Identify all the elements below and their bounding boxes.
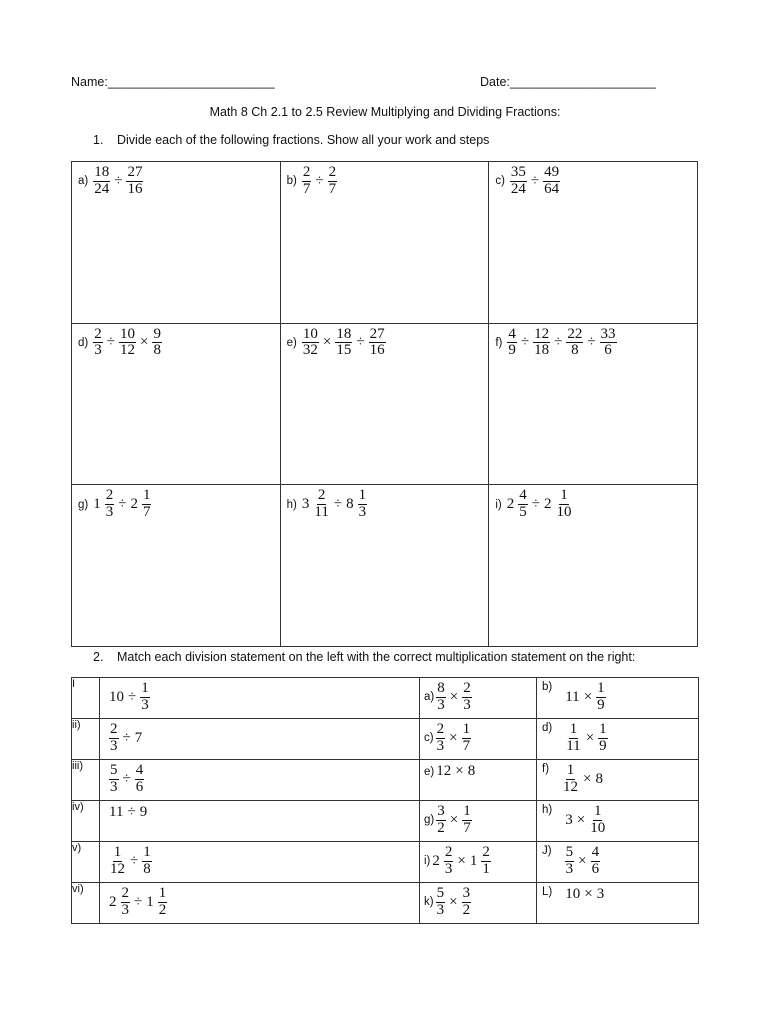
- numerator: 18: [336, 325, 352, 342]
- fraction-expression: [92, 165, 144, 198]
- denominator: 64: [544, 180, 560, 197]
- multiplication-option[interactable]: [537, 678, 699, 719]
- work-cell[interactable]: [489, 162, 698, 324]
- fraction: [599, 327, 618, 360]
- operator: ×: [455, 763, 464, 779]
- operator: ÷: [114, 172, 123, 189]
- fraction-expression: [561, 763, 604, 796]
- numerator: 22: [567, 325, 583, 342]
- numerator: 27: [127, 164, 143, 180]
- numerator: 2: [482, 844, 490, 860]
- table-row: [72, 883, 699, 924]
- denominator: 7: [302, 180, 311, 197]
- operator: ÷: [531, 496, 540, 513]
- division-statement: [100, 801, 420, 842]
- multiplication-option[interactable]: [420, 842, 537, 883]
- whole-number: 2: [432, 852, 440, 869]
- denominator: 3: [463, 696, 471, 713]
- question-2-instruction: Match each division statement on the left with the correct multiplication statement on the right:: [117, 650, 636, 664]
- numerator: 1: [158, 885, 167, 901]
- fraction: [368, 327, 387, 360]
- denominator: 32: [302, 342, 318, 359]
- option-label: h): [542, 804, 553, 816]
- name-field[interactable]: Name:________________________: [71, 75, 275, 89]
- numerator: 1: [463, 803, 471, 819]
- denominator: 2: [462, 901, 471, 918]
- fraction: [141, 488, 153, 521]
- left-label: iii): [72, 760, 100, 801]
- fraction-expression: [92, 488, 152, 521]
- fraction: [590, 845, 602, 878]
- operator: ×: [584, 886, 593, 902]
- denominator: 3: [94, 342, 102, 359]
- fraction: [461, 681, 473, 714]
- operator: ÷: [520, 334, 530, 351]
- multiplication-option[interactable]: [537, 842, 699, 883]
- denominator: 16: [127, 180, 143, 197]
- operator: ×: [583, 688, 593, 705]
- whole-number: 7: [134, 729, 143, 746]
- operator: ×: [139, 334, 149, 351]
- numerator: 1: [560, 487, 568, 504]
- numerator: 33: [600, 325, 616, 342]
- fraction: [597, 722, 609, 755]
- question-2-number: 2.: [93, 650, 104, 664]
- fraction: [134, 763, 146, 796]
- numerator: 1: [597, 680, 605, 696]
- fraction: [108, 763, 120, 796]
- date-field[interactable]: Date:_____________________: [480, 75, 656, 89]
- fraction: [517, 488, 529, 521]
- whole-number: 10: [565, 886, 581, 902]
- operator: ÷: [134, 893, 143, 910]
- numerator: 1: [569, 721, 578, 737]
- denominator: 3: [141, 696, 149, 713]
- fraction: [435, 722, 447, 755]
- problem-label: a): [78, 175, 89, 188]
- fraction: [108, 845, 127, 878]
- work-cell[interactable]: [72, 162, 281, 324]
- numerator: 27: [369, 325, 385, 342]
- denominator: 3: [110, 737, 118, 754]
- option-label: f): [542, 763, 550, 775]
- numerator: 1: [462, 721, 471, 737]
- fraction-expression: [509, 165, 561, 198]
- denominator: 8: [153, 342, 161, 359]
- denominator: 2: [437, 819, 445, 836]
- fraction-expression: [301, 327, 387, 360]
- fraction-expression: [564, 722, 608, 755]
- work-cell[interactable]: [72, 485, 281, 647]
- table-row: [72, 842, 699, 883]
- whole-number: 9: [139, 804, 148, 821]
- whole-number: 11: [565, 688, 580, 705]
- question-1-instruction: Divide each of the following fractions. Show all your work and steps: [117, 133, 490, 147]
- operator: ÷: [587, 334, 596, 351]
- fraction-expression: [435, 681, 472, 714]
- fraction: [461, 804, 473, 837]
- fraction: [301, 165, 313, 198]
- operator: ÷: [122, 770, 131, 787]
- operator: ÷: [315, 172, 324, 189]
- problem-label: g): [78, 498, 89, 511]
- numerator: 5: [436, 885, 445, 901]
- multiplication-option[interactable]: [420, 719, 537, 760]
- denominator: 1: [482, 860, 490, 877]
- numerator: 49: [544, 164, 560, 180]
- numerator: 1: [142, 487, 151, 504]
- whole-number: 1: [146, 893, 154, 910]
- denominator: 6: [135, 778, 144, 795]
- fraction: [141, 845, 153, 878]
- fraction: [443, 845, 455, 878]
- numerator: 10: [302, 325, 318, 342]
- division-statement: [100, 883, 420, 924]
- fraction: [301, 327, 320, 360]
- fraction: [435, 886, 447, 919]
- problem-label: c): [495, 175, 505, 188]
- whole-number: 3: [301, 496, 310, 513]
- fraction-expression: [564, 681, 606, 714]
- option-label: e): [424, 765, 435, 778]
- denominator: 24: [510, 180, 526, 197]
- numerator: 1: [113, 844, 122, 860]
- multiplication-option[interactable]: [537, 760, 699, 801]
- denominator: 10: [590, 819, 606, 836]
- numerator: 2: [444, 844, 453, 860]
- numerator: 18: [94, 164, 110, 180]
- problem-label: i): [495, 498, 502, 511]
- denominator: 24: [94, 180, 110, 197]
- operator: ×: [449, 893, 458, 910]
- numerator: 4: [519, 487, 527, 504]
- denominator: 15: [336, 342, 352, 359]
- fraction-expression: [506, 327, 617, 360]
- denominator: 8: [143, 860, 151, 877]
- operator: ÷: [128, 688, 137, 705]
- denominator: 9: [597, 696, 605, 713]
- whole-number: 1: [469, 852, 478, 869]
- fraction: [564, 845, 576, 878]
- denominator: 3: [121, 901, 129, 918]
- denominator: 7: [328, 180, 337, 197]
- denominator: 3: [437, 696, 445, 713]
- denominator: 2: [158, 901, 167, 918]
- denominator: 12: [110, 860, 125, 877]
- fraction: [125, 165, 144, 198]
- option-label: i): [424, 855, 431, 868]
- left-label: v): [72, 842, 100, 883]
- numerator: 12: [534, 325, 550, 342]
- option-label: c): [424, 732, 434, 745]
- operator: ÷: [106, 334, 115, 351]
- multiplication-option[interactable]: [420, 883, 537, 924]
- fraction: [312, 488, 330, 521]
- operator: ÷: [122, 729, 131, 746]
- option-label: d): [542, 722, 553, 734]
- denominator: 6: [604, 342, 612, 359]
- denominator: 18: [534, 342, 550, 359]
- multiplication-option[interactable]: [420, 678, 537, 719]
- operator: ×: [449, 811, 459, 828]
- whole-number: 2: [543, 496, 552, 513]
- work-cell[interactable]: [280, 162, 489, 324]
- fraction-expression: [301, 488, 368, 521]
- numerator: 35: [510, 164, 526, 180]
- fraction: [92, 165, 111, 198]
- operator: ×: [585, 729, 595, 746]
- whole-number: 8: [595, 770, 603, 787]
- operator: ÷: [356, 334, 365, 351]
- table-row: [72, 678, 699, 719]
- fraction-expression: [435, 886, 472, 919]
- fraction-expression: [435, 763, 476, 780]
- fraction: [554, 488, 573, 521]
- numerator: 5: [110, 762, 118, 778]
- operator: ×: [578, 852, 587, 869]
- denominator: 5: [519, 504, 527, 521]
- operator: ÷: [554, 334, 563, 351]
- fraction: [357, 488, 369, 521]
- fraction-expression: [108, 804, 148, 821]
- denominator: 12: [563, 778, 579, 795]
- operator: ×: [322, 334, 332, 351]
- division-statement: [100, 678, 420, 719]
- worksheet-title: Math 8 Ch 2.1 to 2.5 Review Multiplying and Dividing Fractions:: [209, 105, 561, 119]
- division-statement: [100, 719, 420, 760]
- denominator: 3: [110, 778, 118, 795]
- work-cell[interactable]: [280, 323, 489, 485]
- whole-number: 2: [506, 496, 515, 513]
- operator: ÷: [130, 852, 139, 869]
- numerator: 2: [302, 164, 311, 180]
- fraction: [92, 327, 104, 360]
- numerator: 1: [143, 844, 151, 860]
- denominator: 6: [591, 860, 600, 877]
- work-cell[interactable]: [72, 323, 281, 485]
- denominator: 3: [105, 504, 114, 521]
- operator: ÷: [127, 804, 136, 821]
- numerator: 2: [463, 680, 471, 696]
- denominator: 3: [444, 860, 453, 877]
- numerator: 3: [462, 885, 471, 901]
- fraction: [595, 681, 607, 714]
- fraction: [509, 165, 528, 198]
- fraction: [108, 722, 120, 755]
- left-label: ii): [72, 719, 100, 760]
- fraction: [506, 327, 518, 360]
- work-cell[interactable]: [489, 323, 698, 485]
- whole-number: 3: [596, 886, 605, 902]
- numerator: 1: [566, 762, 575, 778]
- fraction-expression: [108, 845, 153, 878]
- whole-number: 12: [436, 763, 452, 779]
- multiplication-option[interactable]: [537, 801, 699, 842]
- denominator: 10: [556, 504, 572, 521]
- fraction-expression: [108, 681, 151, 714]
- fraction-expression: [301, 165, 338, 198]
- whole-number: 11: [109, 804, 124, 821]
- fraction-expression: [108, 886, 168, 919]
- whole-number: 10: [109, 688, 124, 705]
- numerator: 2: [317, 487, 326, 504]
- numerator: 9: [153, 325, 161, 342]
- fraction: [561, 763, 580, 796]
- denominator: 3: [565, 860, 574, 877]
- denominator: 7: [142, 504, 151, 521]
- fraction: [564, 722, 582, 755]
- fraction: [435, 681, 447, 714]
- numerator: 2: [328, 164, 337, 180]
- problem-label: d): [78, 336, 89, 349]
- fraction: [334, 327, 353, 360]
- whole-number: 3: [565, 811, 573, 828]
- fraction: [118, 327, 137, 360]
- fraction: [151, 327, 163, 360]
- fraction-expression: [435, 804, 472, 837]
- denominator: 3: [436, 901, 445, 918]
- operator: ÷: [333, 496, 343, 513]
- option-label: J): [542, 845, 552, 857]
- multiplication-option[interactable]: [420, 760, 537, 801]
- denominator: 9: [508, 342, 516, 359]
- whole-number: 2: [109, 893, 117, 910]
- denominator: 8: [571, 342, 579, 359]
- numerator: 4: [135, 762, 144, 778]
- numerator: 2: [110, 721, 118, 737]
- division-statement: [100, 842, 420, 883]
- fraction-expression: [506, 488, 574, 521]
- numerator: 8: [437, 680, 445, 696]
- denominator: 7: [462, 737, 471, 754]
- fraction-expression: [564, 845, 601, 878]
- fraction-expression: [431, 845, 491, 878]
- numerator: 4: [591, 844, 600, 860]
- left-label: I: [72, 678, 100, 719]
- fraction: [542, 165, 561, 198]
- operator: ×: [457, 852, 466, 869]
- fraction-expression: [564, 886, 605, 903]
- option-label: k): [424, 896, 434, 909]
- operator: ÷: [118, 496, 127, 513]
- fraction-expression: [564, 804, 607, 837]
- fraction: [327, 165, 339, 198]
- denominator: 9: [599, 737, 607, 754]
- division-problems-grid: [71, 161, 698, 647]
- problem-label: f): [495, 336, 503, 349]
- fraction-expression: [92, 327, 163, 360]
- denominator: 7: [463, 819, 471, 836]
- left-label: vi): [72, 883, 100, 924]
- denominator: 3: [436, 737, 445, 754]
- multiplication-option[interactable]: [420, 801, 537, 842]
- option-label: b): [542, 681, 553, 693]
- table-row: [72, 719, 699, 760]
- fraction-expression: [108, 722, 143, 755]
- fraction-expression: [108, 763, 145, 796]
- fraction: [435, 804, 447, 837]
- fraction: [104, 488, 116, 521]
- whole-number: 8: [346, 496, 354, 513]
- option-label: a): [424, 691, 435, 704]
- problem-label: e): [286, 336, 297, 349]
- denominator: 3: [358, 504, 367, 521]
- numerator: 1: [141, 680, 149, 696]
- whole-number: 8: [467, 763, 476, 779]
- fraction: [157, 886, 169, 919]
- option-label: L): [542, 886, 553, 898]
- multiplication-option[interactable]: [537, 883, 699, 924]
- numerator: 2: [121, 885, 129, 901]
- numerator: 1: [358, 487, 367, 504]
- operator: ×: [449, 729, 458, 746]
- denominator: 16: [369, 342, 385, 359]
- question-1-number: 1.: [93, 133, 104, 147]
- numerator: 2: [105, 487, 114, 504]
- numerator: 10: [119, 325, 135, 342]
- table-row: [72, 760, 699, 801]
- numerator: 2: [436, 721, 445, 737]
- fraction: [461, 722, 473, 755]
- operator: ÷: [530, 172, 540, 189]
- denominator: 12: [119, 342, 135, 359]
- operator: ×: [449, 688, 459, 705]
- operator: ×: [583, 770, 592, 787]
- matching-table: [71, 677, 699, 924]
- fraction: [565, 327, 584, 360]
- multiplication-option[interactable]: [537, 719, 699, 760]
- fraction-expression: [435, 722, 472, 755]
- division-statement: [100, 760, 420, 801]
- whole-number: 2: [130, 496, 138, 513]
- work-cell[interactable]: [280, 485, 489, 647]
- operator: ×: [576, 811, 586, 828]
- fraction: [480, 845, 492, 878]
- problem-label: h): [286, 498, 297, 511]
- left-label: iv): [72, 801, 100, 842]
- numerator: 2: [94, 325, 102, 342]
- problem-label: b): [286, 175, 297, 188]
- numerator: 5: [565, 844, 574, 860]
- table-row: [72, 801, 699, 842]
- numerator: 4: [508, 325, 516, 342]
- fraction: [139, 681, 151, 714]
- whole-number: 1: [93, 496, 101, 513]
- fraction: [120, 886, 132, 919]
- numerator: 1: [599, 721, 607, 737]
- work-cell[interactable]: [489, 485, 698, 647]
- denominator: 11: [314, 504, 329, 521]
- fraction: [461, 886, 473, 919]
- numerator: 3: [437, 803, 445, 819]
- option-label: g): [424, 814, 435, 827]
- fraction: [532, 327, 551, 360]
- denominator: 11: [566, 737, 581, 754]
- numerator: 1: [593, 803, 602, 819]
- fraction: [588, 804, 607, 837]
